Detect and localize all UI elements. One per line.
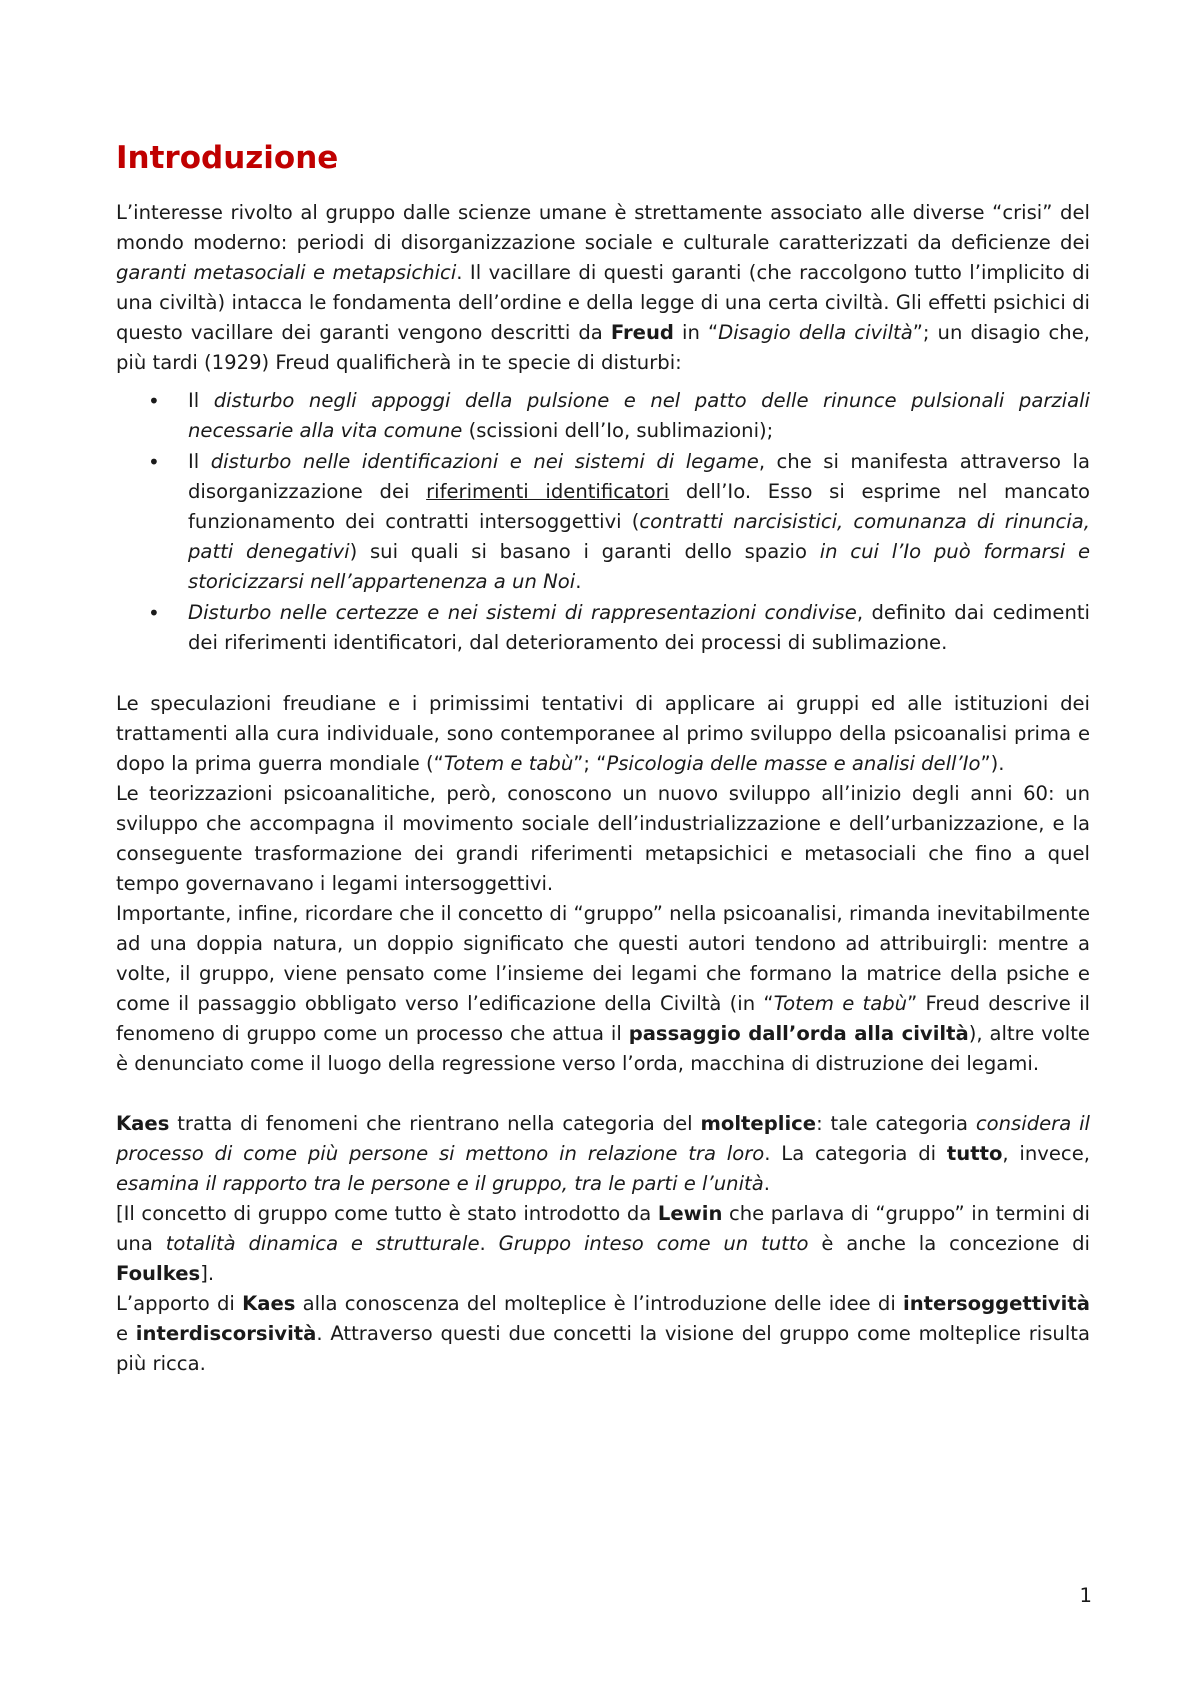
text: (scissioni dell’Io, sublimazioni); xyxy=(462,419,774,443)
text: che parlava di “gruppo” in termini di una xyxy=(116,1202,1090,1256)
text: ”; “ xyxy=(573,752,607,776)
text: : tale categoria xyxy=(816,1112,976,1136)
text: ]. xyxy=(200,1262,215,1286)
paragraph-gap xyxy=(116,1079,1090,1109)
bold-text: Kaes xyxy=(116,1112,170,1136)
text: ”). xyxy=(980,752,1005,776)
bold-text: molteplice xyxy=(700,1112,817,1136)
list-item xyxy=(148,447,1091,597)
text: ), altre volte è denunciato come il luogo della regressione verso l’orda, macchina di distruzione dei legami. xyxy=(116,1022,1090,1076)
text: è anche la concezione di xyxy=(808,1232,1090,1256)
text: . xyxy=(479,1232,499,1256)
italic-text: Disturbo nelle certezze e nei sistemi di rappresentazioni condivise xyxy=(188,601,857,625)
list-item xyxy=(148,598,1090,658)
italic-text: Psicologia delle masse e analisi dell’Io xyxy=(606,752,981,776)
document-page xyxy=(116,138,1090,1379)
bullet-icon: • xyxy=(148,601,160,626)
italic-text: garanti metasociali e metapsichici xyxy=(116,261,457,285)
text: Importante, infine, ricordare che il concetto di “gruppo” nella psicoanalisi, rimanda inevitabilmente ad una doppia natura, un doppio significato che questi autori tendono ad attribuirgli: mentre a volte, il gruppo, viene pensato come l’insieme dei legami che formano la matrice della psiche e come il passaggio obbligato verso l’edificazione della Civiltà (in “ xyxy=(116,902,1090,1016)
text: . Attraverso questi due concetti la visione del gruppo come molteplice risulta più ricca. xyxy=(116,1322,1090,1376)
text: ” Freud descrive il fenomeno di gruppo come un processo che attua il xyxy=(116,992,1090,1046)
text: Il xyxy=(188,389,214,413)
text: , che si manifesta attraverso la disorganizzazione dei xyxy=(188,450,1090,504)
italic-text: esamina il rapporto tra le persone e il gruppo, tra le parti e l’unità xyxy=(116,1172,764,1196)
italic-text: disturbo negli appoggi della pulsione e nel patto delle rinunce pulsionali parziali necessarie alla vita comune xyxy=(188,389,1091,443)
text: L’apporto di xyxy=(116,1292,243,1316)
paragraph-kaes xyxy=(116,1109,1090,1199)
italic-text: totalità dinamica e strutturale xyxy=(165,1232,480,1256)
italic-text: disturbo nelle identificazioni e nei sistemi di legame xyxy=(210,450,759,474)
list-item xyxy=(148,386,1091,446)
italic-text: Disagio della civiltà xyxy=(718,321,913,345)
italic-text: Totem e tabù xyxy=(443,752,574,776)
page-title: Introduzione xyxy=(116,140,339,176)
page-number: 1 xyxy=(1079,1584,1092,1607)
bold-text: intersoggettività xyxy=(903,1292,1090,1316)
text: ) sui quali si basano i garanti dello spazio xyxy=(349,540,820,564)
bold-text: interdiscorsività xyxy=(135,1322,317,1346)
text: [Il concetto di gruppo come tutto è stato introdotto da xyxy=(116,1202,658,1226)
paragraph-lewin xyxy=(116,1199,1090,1289)
paragraph-speculations xyxy=(116,689,1090,779)
bold-text: Lewin xyxy=(657,1202,723,1226)
text: dell’Io. Esso si esprime nel mancato funzionamento dei contratti intersoggettivi ( xyxy=(188,480,1090,534)
bullet-list xyxy=(116,386,1090,658)
italic-text: Totem e tabù xyxy=(773,992,908,1016)
text: . xyxy=(575,570,582,594)
underlined-text: riferimenti identificatori xyxy=(426,480,670,504)
paragraph-group-concept xyxy=(116,899,1090,1079)
bold-text: Freud xyxy=(610,321,674,345)
text: tratta di fenomeni che rientrano nella categoria del xyxy=(169,1112,701,1136)
bold-text: tutto xyxy=(946,1142,1003,1166)
text: ”; un disagio che, più tardi (1929) Freud qualificherà in te specie di disturbi: xyxy=(116,321,1090,375)
text: Il xyxy=(188,450,211,474)
italic-text: Gruppo inteso come un tutto xyxy=(498,1232,809,1256)
text: . Il vacillare di questi garanti (che raccolgono tutto l’implicito di una civiltà) intacca le fondamenta dell’ordine e della legge di una certa civiltà. Gli effetti psichici di questo vacillare dei garanti vengono descritti da xyxy=(116,261,1090,345)
bold-text: Foulkes xyxy=(116,1262,201,1286)
paragraph-gap xyxy=(116,659,1090,689)
bold-text: passaggio dall’orda alla civiltà xyxy=(628,1022,969,1046)
text: L’interesse rivolto al gruppo dalle scienze umane è strettamente associato alle diverse “crisi” del mondo moderno: periodi di disorganizzazione sociale e culturale caratterizzati da deficienze dei xyxy=(116,201,1090,255)
italic-text: in cui l’Io può formarsi e storicizzarsi nell’appartenenza a un Noi xyxy=(188,540,1091,594)
text: , definito dai cedimenti dei riferimenti identificatori, dal deterioramento dei processi di sublimazione. xyxy=(188,601,1090,655)
paragraph-theories xyxy=(116,779,1090,899)
text: Le speculazioni freudiane e i primissimi tentativi di applicare ai gruppi ed alle istituzioni dei trattamenti alla cura individuale, sono contemporanee al primo sviluppo della psicoanalisi prima e dopo la prima guerra mondiale (“ xyxy=(116,692,1090,776)
italic-text: considera il processo di come più persone si mettono in relazione tra loro xyxy=(116,1112,1090,1166)
text: . La categoria di xyxy=(764,1142,947,1166)
text: alla conoscenza del molteplice è l’introduzione delle idee di xyxy=(295,1292,904,1316)
italic-text: contratti narcisistici, comunanza di rinuncia, patti denegativi xyxy=(188,510,1090,564)
text: e xyxy=(116,1322,136,1346)
bold-text: Kaes xyxy=(242,1292,296,1316)
text: Le teorizzazioni psicoanalitiche, però, conoscono un nuovo sviluppo all’inizio degli anni 60: un sviluppo che accompagna il movimento sociale dell’industrializzazione e dell’urbanizzazione, e la conseguente trasformazione dei grandi riferimenti metapsichici e metasociali che fino a quel tempo governavano i legami intersoggettivi. xyxy=(116,782,1090,896)
text: , invece, xyxy=(1002,1142,1090,1166)
bullet-icon: • xyxy=(148,389,160,414)
text: in “ xyxy=(673,321,719,345)
paragraph-intro xyxy=(116,198,1090,378)
bullet-icon: • xyxy=(148,450,160,475)
text: . xyxy=(763,1172,770,1196)
paragraph-intersubjectivity xyxy=(116,1289,1090,1379)
